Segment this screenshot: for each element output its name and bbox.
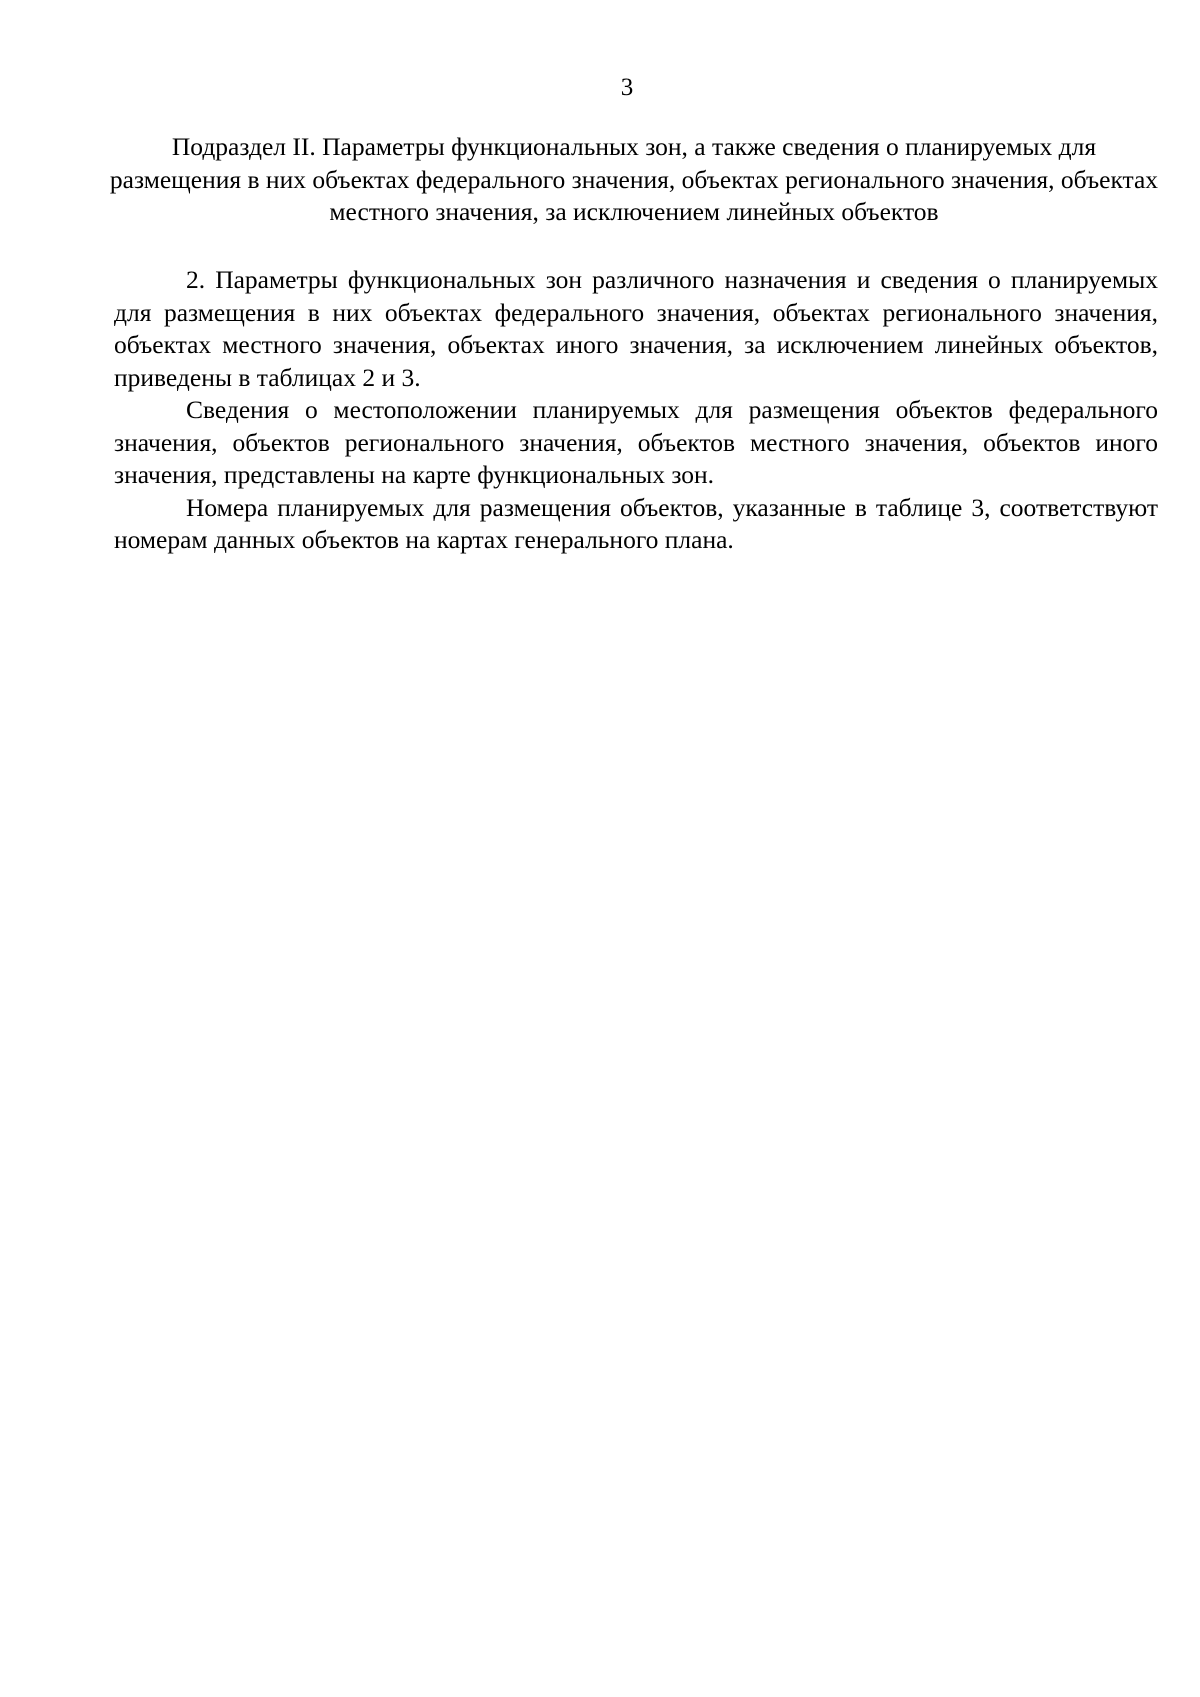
subsection-title: Подраздел II. Параметры функциональных зон, а также сведения о планируемых для размещения в них объектах федерального значения, объектах регионального значения, объектах местного значения, за исключением линейных объектов: [109, 132, 1159, 226]
page-number: 3: [620, 74, 634, 101]
paragraph-location-info: Сведения о местоположении планируемых для размещения объектов федерального значения, объектов регионального значения, объектов местного значения, объектов иного значения, представлены на карте функциональных зон.: [114, 395, 1158, 489]
paragraph-parameters: 2. Параметры функциональных зон различного назначения и сведения о планируемых для размещения в них объектах федерального значения, объектах регионального значения, объектах местного значения, объектах иного значения, за исключением линейных объектов, приведены в таблицах 2 и 3.: [114, 265, 1158, 392]
paragraph-object-numbers: Номера планируемых для размещения объектов, указанные в таблице 3, соответствуют номерам данных объектов на картах генерального плана.: [114, 492, 1158, 554]
body-text: [114, 264, 1158, 557]
